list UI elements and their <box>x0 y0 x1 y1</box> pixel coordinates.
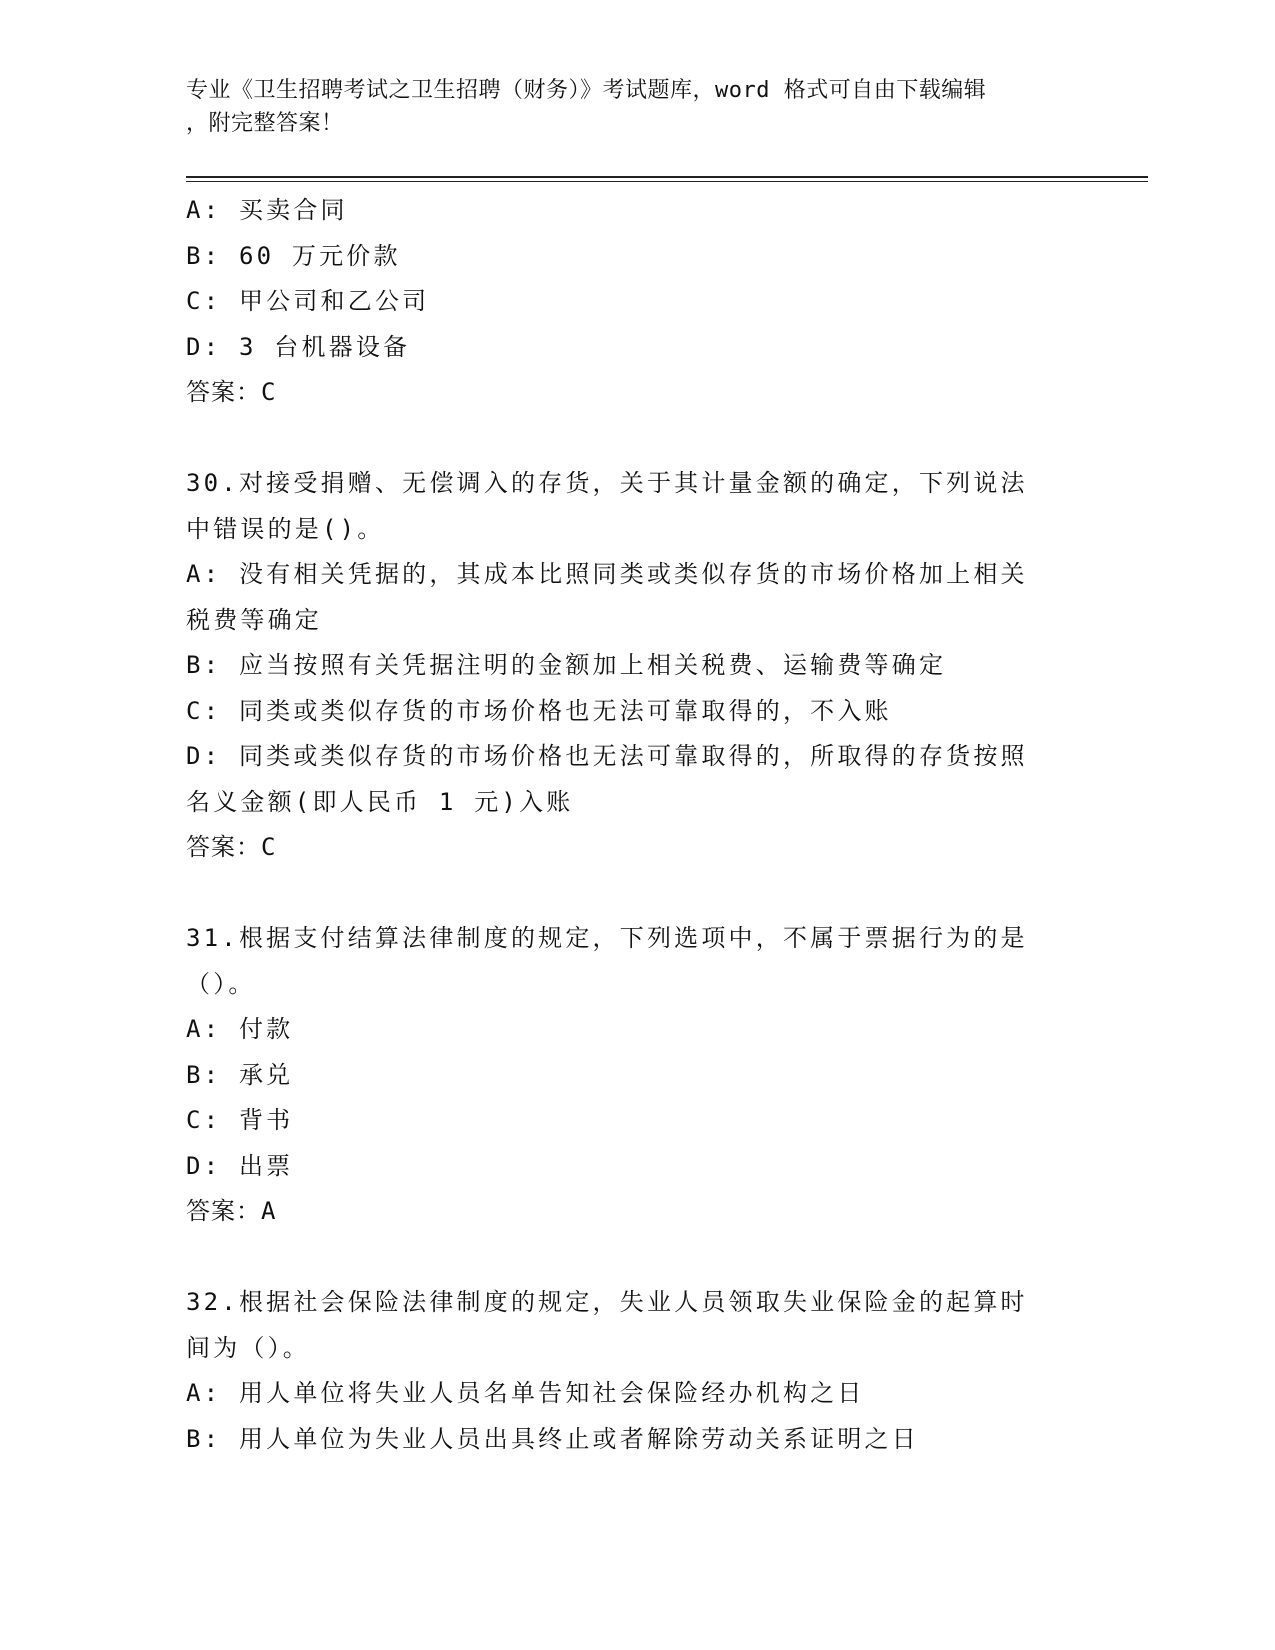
header-divider-thin <box>186 181 1148 182</box>
option-c: C: 背书 <box>186 1106 294 1134</box>
header-line-2: ，附完整答案！ <box>186 111 344 136</box>
answer-label: 答案： <box>186 378 261 406</box>
answer-value: C <box>261 378 277 406</box>
question-content <box>186 188 1066 1462</box>
question-32 <box>186 1280 1066 1462</box>
option-a: A: 付款 <box>186 1015 294 1043</box>
question-stem-cont: 间为（）。 <box>186 1333 310 1362</box>
question-29 <box>186 188 1066 416</box>
answer-label: 答案： <box>186 1197 261 1225</box>
question-stem: 30.对接受捐赠、无偿调入的存货，关于其计量金额的确定，下列说法 <box>186 469 1028 497</box>
option-d: D: 3 台机器设备 <box>186 332 411 361</box>
option-d: D: 出票 <box>186 1151 294 1180</box>
question-31 <box>186 916 1066 1235</box>
answer-line <box>186 370 1066 416</box>
option-b: B: 60 万元价款 <box>186 241 401 270</box>
option-c: C: 甲公司和乙公司 <box>186 287 430 315</box>
header-divider-thick <box>186 176 1148 178</box>
answer-value: C <box>261 833 277 861</box>
answer-value: A <box>261 1197 277 1225</box>
spacer <box>186 416 1066 462</box>
answer-line <box>186 1189 1066 1235</box>
header-line-1: 专业《卫生招聘考试之卫生招聘（财务）》考试题库，word 格式可自由下载编辑 <box>186 78 987 103</box>
option-d: D: 同类或类似存货的市场价格也无法可靠取得的，所取得的存货按照 <box>186 742 1028 770</box>
option-d-cont: 名义金额(即人民币 1 元)入账 <box>186 787 574 816</box>
spacer <box>186 1235 1066 1281</box>
option-a-cont: 税费等确定 <box>186 605 322 634</box>
question-stem: 31.根据支付结算法律制度的规定，下列选项中，不属于票据行为的是 <box>186 924 1028 952</box>
question-stem: 32.根据社会保险法律制度的规定，失业人员领取失业保险金的起算时 <box>186 1288 1028 1316</box>
option-b: B: 应当按照有关凭据注明的金额加上相关税费、运输费等确定 <box>186 651 947 679</box>
spacer <box>186 871 1066 917</box>
option-a: A: 没有相关凭据的，其成本比照同类或类似存货的市场价格加上相关 <box>186 560 1028 588</box>
answer-line <box>186 825 1066 871</box>
option-b: B: 用人单位为失业人员出具终止或者解除劳动关系证明之日 <box>186 1424 919 1453</box>
option-a: A: 买卖合同 <box>186 196 348 224</box>
question-stem-cont: （）。 <box>186 969 256 998</box>
question-stem-cont: 中错误的是()。 <box>186 514 385 543</box>
option-c: C: 同类或类似存货的市场价格也无法可靠取得的，不入账 <box>186 696 892 725</box>
option-b: B: 承兑 <box>186 1060 294 1089</box>
answer-label: 答案： <box>186 833 261 861</box>
document-header <box>186 74 1066 140</box>
option-a: A: 用人单位将失业人员名单告知社会保险经办机构之日 <box>186 1379 865 1407</box>
question-30 <box>186 461 1066 871</box>
